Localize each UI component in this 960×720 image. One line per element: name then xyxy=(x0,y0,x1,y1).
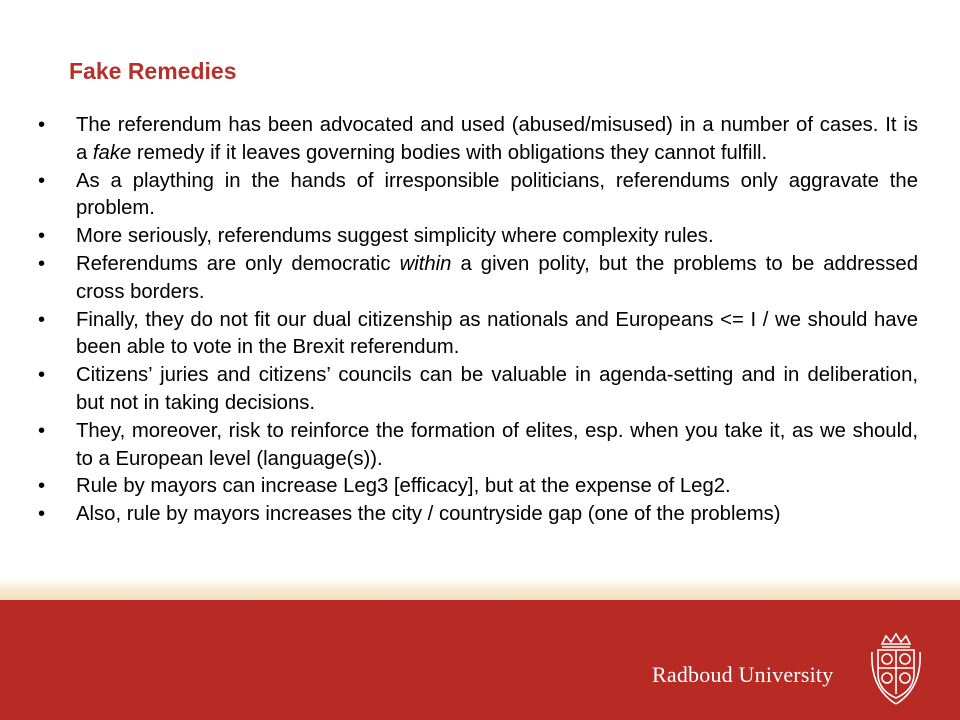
bullet-item xyxy=(38,501,918,529)
brand-name: Radboud University xyxy=(652,662,834,687)
footer-fade xyxy=(0,578,960,600)
bullet-dot: • xyxy=(38,252,46,275)
bullet-item xyxy=(38,418,918,474)
footer-band xyxy=(0,600,960,720)
bullet-item xyxy=(38,251,918,307)
bullet-dot: • xyxy=(38,169,46,192)
bullet-text: More seriously, referendums suggest simplicity where complexity rules. xyxy=(76,225,714,248)
radboud-seal-icon xyxy=(868,630,924,708)
bullet-dot: • xyxy=(38,225,46,248)
bullet-text: The referendum has been advocated and used (abused/misused) in a number of cases. It is a fake remedy if it leaves governing bodies with obligations they cannot fulfill. xyxy=(76,114,918,164)
bullet-list xyxy=(38,112,918,529)
bullet-text: Also, rule by mayors increases the city / countryside gap (one of the problems) xyxy=(76,503,781,526)
bullet-item xyxy=(38,307,918,363)
bullet-item xyxy=(38,473,918,501)
bullet-dot: • xyxy=(38,503,46,526)
bullet-text: As a plaything in the hands of irresponsible politicians, referendums only aggravate the problem. xyxy=(76,169,918,220)
bullet-text: They, moreover, risk to reinforce the formation of elites, esp. when you take it, as we should, to a European level (language(s)). xyxy=(76,419,918,470)
bullet-text: Citizens’ juries and citizens’ councils can be valuable in agenda-setting and in deliberation, but not in taking decisions. xyxy=(76,364,918,414)
bullet-dot: • xyxy=(38,475,46,498)
bullet-item xyxy=(38,362,918,418)
slide-title: Fake Remedies xyxy=(69,58,237,84)
bullet-dot: • xyxy=(38,308,46,331)
bullet-dot: • xyxy=(38,114,46,136)
bullet-text: Rule by mayors can increase Leg3 [efficacy], but at the expense of Leg2. xyxy=(76,475,731,498)
bullet-item xyxy=(38,223,918,251)
bullet-text: Referendums are only democratic within a given polity, but the problems to be addressed cross borders. xyxy=(76,252,918,303)
bullet-text: Finally, they do not fit our dual citizenship as nationals and Europeans <= I / we should have been able to vote in the Brexit referendum. xyxy=(76,308,918,359)
bullet-dot: • xyxy=(38,419,46,442)
bullet-item xyxy=(38,168,918,224)
bullet-item xyxy=(38,112,918,168)
bullet-dot: • xyxy=(38,364,46,387)
